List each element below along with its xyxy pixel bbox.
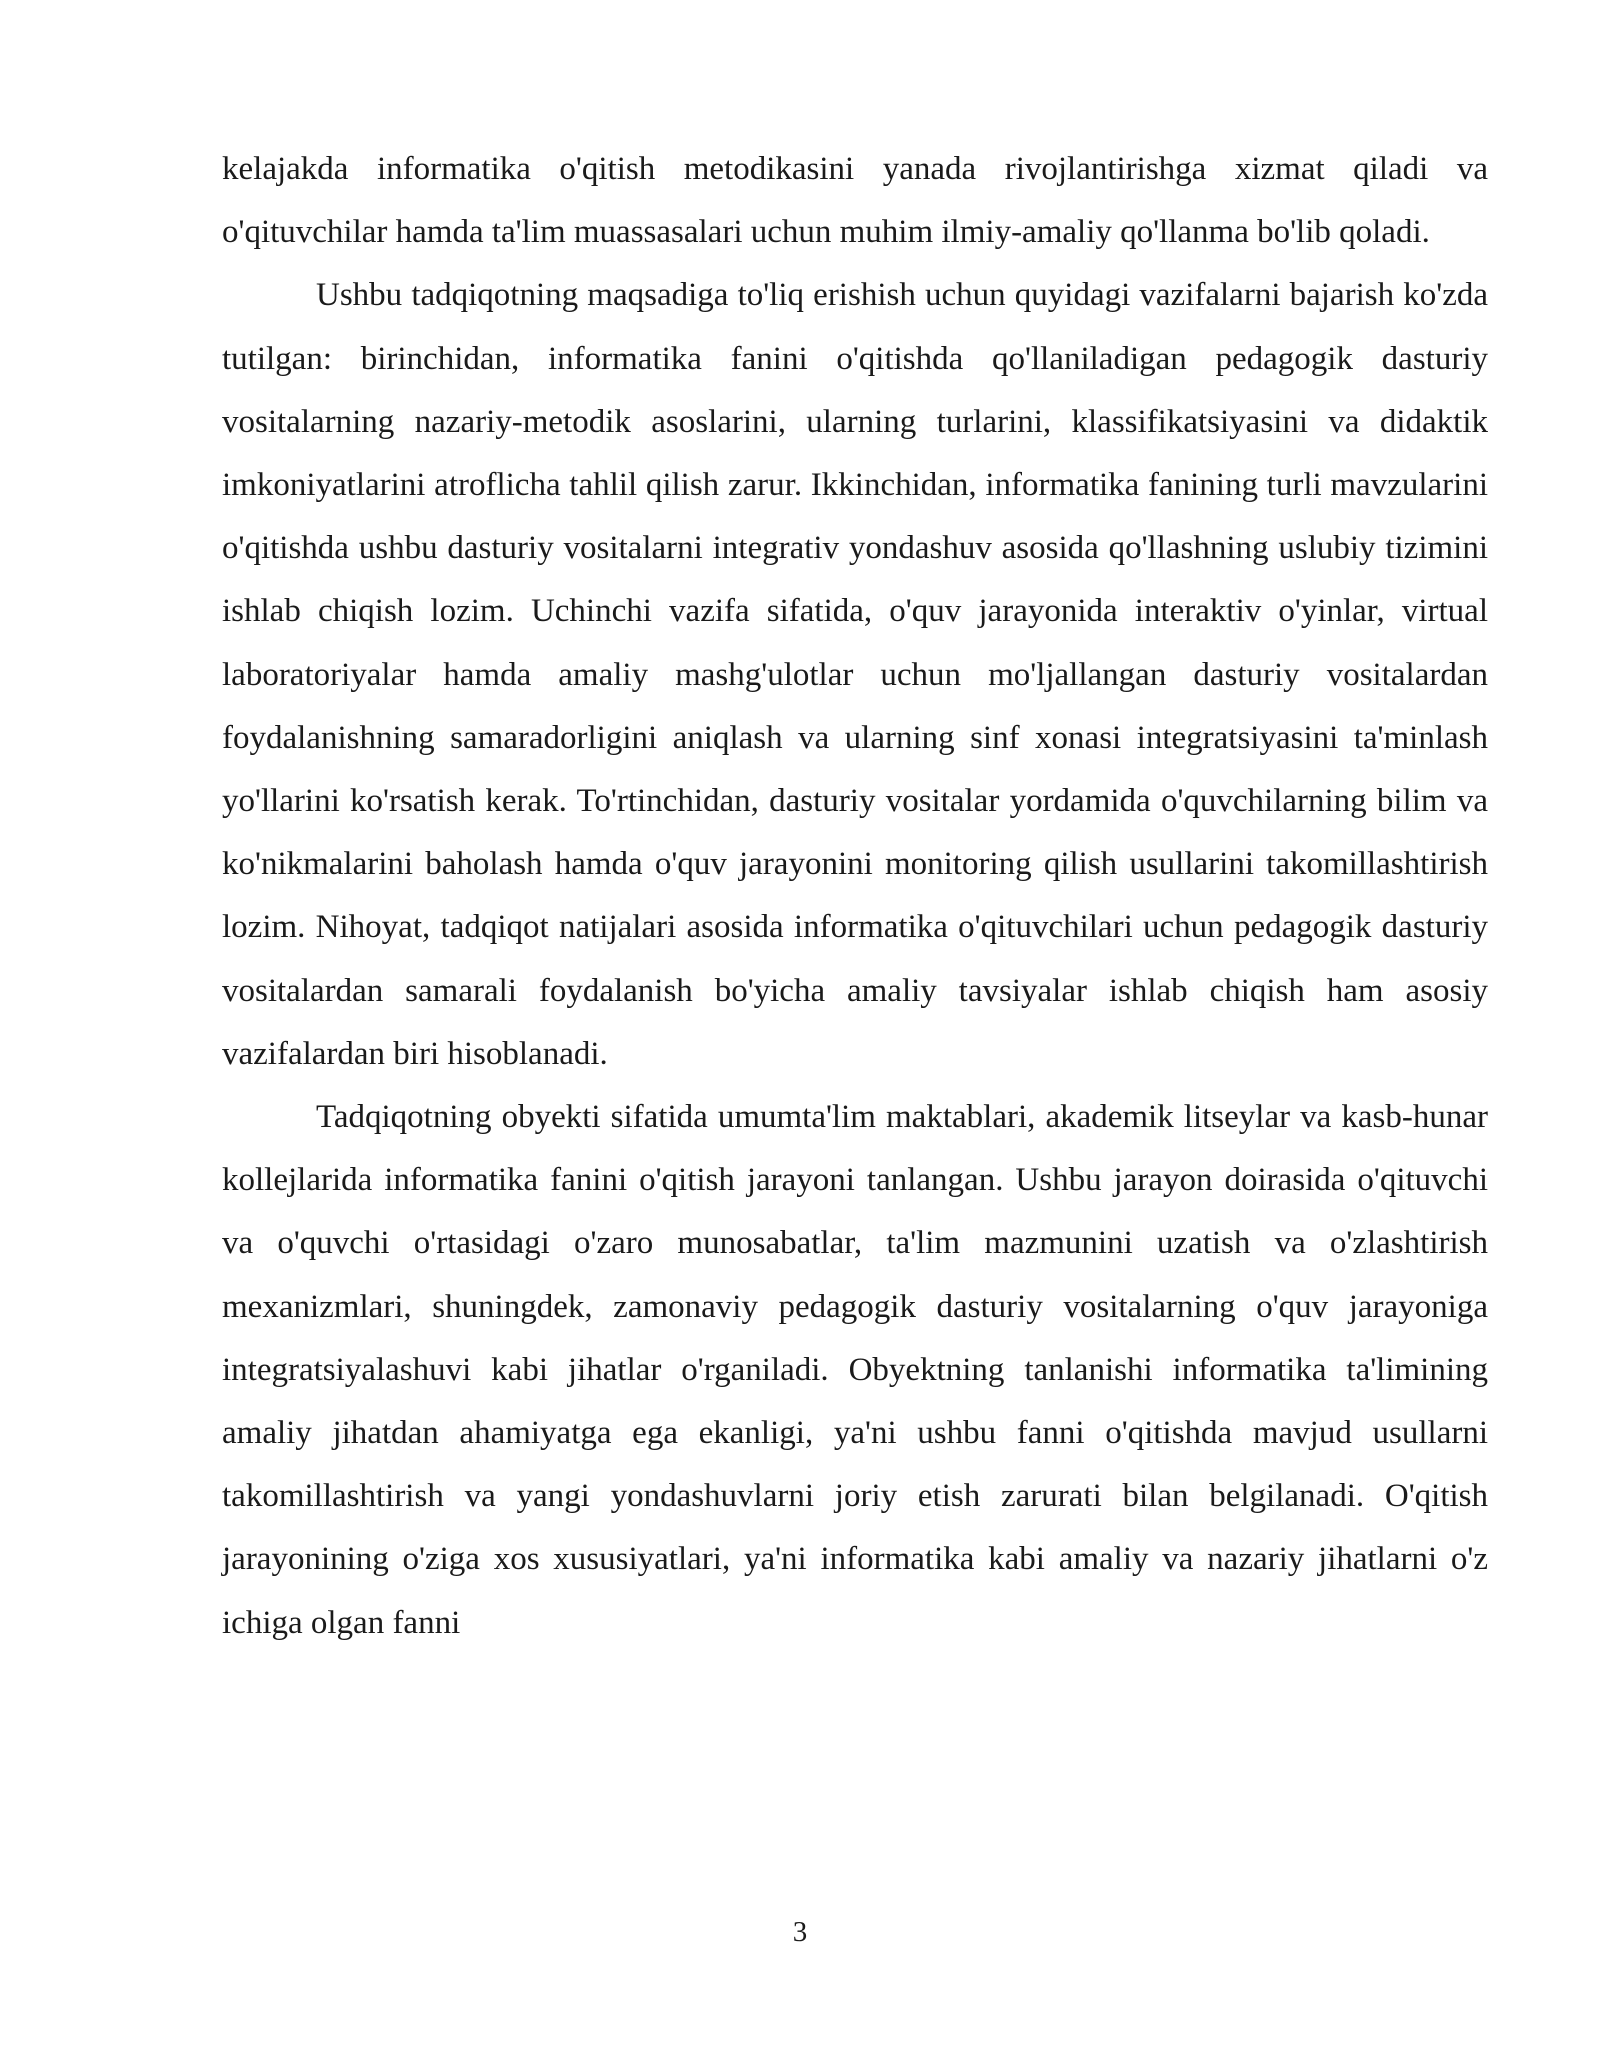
body-text: [222, 138, 1488, 1655]
paragraph-tasks: Ushbu tadqiqotning maqsadiga to'liq erishish uchun quyidagi vazifalarni bajarish ko'zda tutilgan: birinchidan, informatika fanini o'qitishda qo'llaniladigan pedagogik dasturiy vositalarning nazariy-metodik asoslarini, ularning turlarini, klassifikatsiyasini va didaktik imkoniyatlarini atroflicha tahlil qilish zarur. Ikkinchidan, informatika fanining turli mavzularini o'qitishda ushbu dasturiy vositalarni integrativ yondashuv asosida qo'llashning uslubiy tizimini ishlab chiqish lozim. Uchinchi vazifa sifatida, o'quv jarayonida interaktiv o'yinlar, virtual laboratoriyalar hamda amaliy mashg'ulotlar uchun mo'ljallangan dasturiy vositalardan foydalanishning samaradorligini aniqlash va ularning sinf xonasi integratsiyasini ta'minlash yo'llarini ko'rsatish kerak. To'rtinchidan, dasturiy vositalar yordamida o'quvchilarning bilim va ko'nikmalarini baholash hamda o'quv jarayonini monitoring qilish usullarini takomillashtirish lozim. Nihoyat, tadqiqot natijalari asosida informatika o'qituvchilari uchun pedagogik dasturiy vositalardan samarali foydalanish bo'yicha amaliy tavsiyalar ishlab chiqish ham asosiy vazifalardan biri hisoblanadi.: [222, 277, 1488, 1072]
paragraph-continuation: kelajakda informatika o'qitish metodikasini yanada rivojlantirishga xizmat qiladi va o'qituvchilar hamda ta'lim muassasalari uchun muhim ilmiy-amaliy qo'llanma bo'lib qoladi.: [222, 151, 1488, 251]
page-number: 3: [792, 1916, 808, 1948]
paragraph-research-object: Tadqiqotning obyekti sifatida umumta'lim maktablari, akademik litseylar va kasb-hunar kollejlarida informatika fanini o'qitish jarayoni tanlangan. Ushbu jarayon doirasida o'qituvchi va o'quvchi o'rtasidagi o'zaro munosabatlar, ta'lim mazmunini uzatish va o'zlashtirish mexanizmlari, shuningdek, zamonaviy pedagogik dasturiy vositalarning o'quv jarayoniga integratsiyalashuvi kabi jihatlar o'rganiladi. Obyektning tanlanishi informatika ta'limining amaliy jihatdan ahamiyatga ega ekanligi, ya'ni ushbu fanni o'qitishda mavjud usullarni takomillashtirish va yangi yondashuvlarni joriy etish zarurati bilan belgilanadi. O'qitish jarayonining o'ziga xos xususiyatlari, ya'ni informatika kabi amaliy va nazariy jihatlarni o'z ichiga olgan fanni: [222, 1099, 1488, 1641]
